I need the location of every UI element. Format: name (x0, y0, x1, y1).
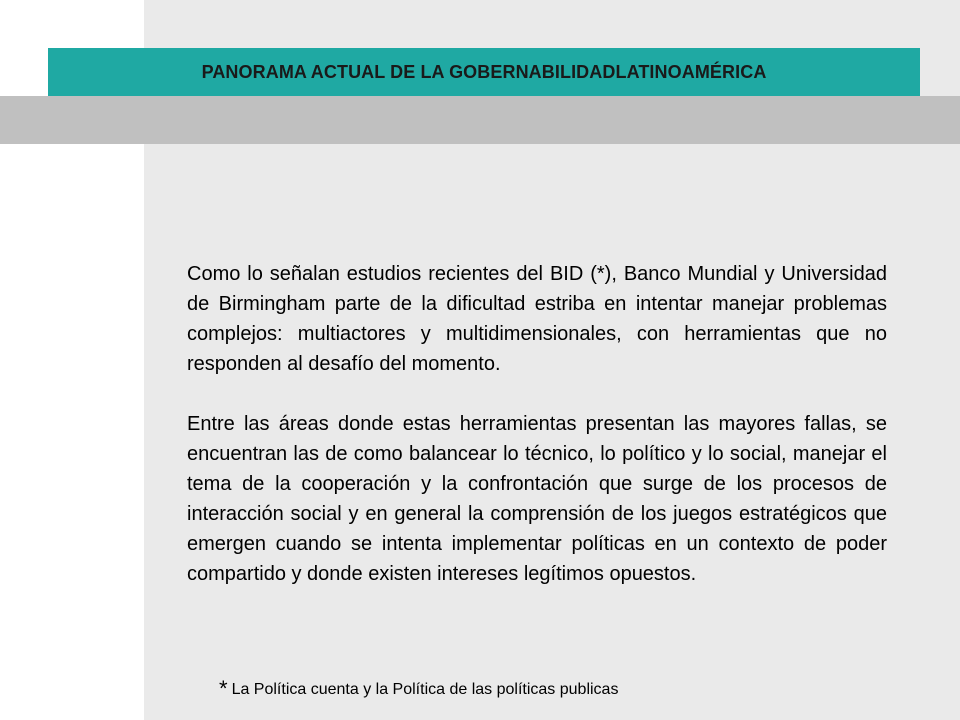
footnote-marker: * (219, 676, 228, 701)
footnote-text: La Política cuenta y la Política de las políticas publicas (231, 681, 619, 698)
body-text (187, 259, 887, 589)
paragraph-1: Como lo señalan estudios recientes del BID (*), Banco Mundial y Universidad de Birmingham parte de la dificultad estriba en intentar manejar problemas complejos: multiactores y multidimensionales, con herramientas que no responden al desafío del momento. (187, 263, 887, 375)
title-bar (48, 48, 920, 96)
slide-title: PANORAMA ACTUAL DE LA GOBERNABILIDADLATINOAMÉRICA (201, 61, 767, 82)
paragraph-2: Entre las áreas donde estas herramientas presentan las mayores fallas, se encuentran las de como balancear lo técnico, lo político y lo social, manejar el tema de la cooperación y la confrontación que surge de los procesos de interacción social y en general la comprensión de los juegos estratégicos que emergen cuando se intenta implementar políticas en un contexto de poder compartido y donde existen intereses legítimos opuestos. (187, 413, 887, 585)
header-band (0, 96, 960, 144)
footnote (219, 676, 618, 702)
